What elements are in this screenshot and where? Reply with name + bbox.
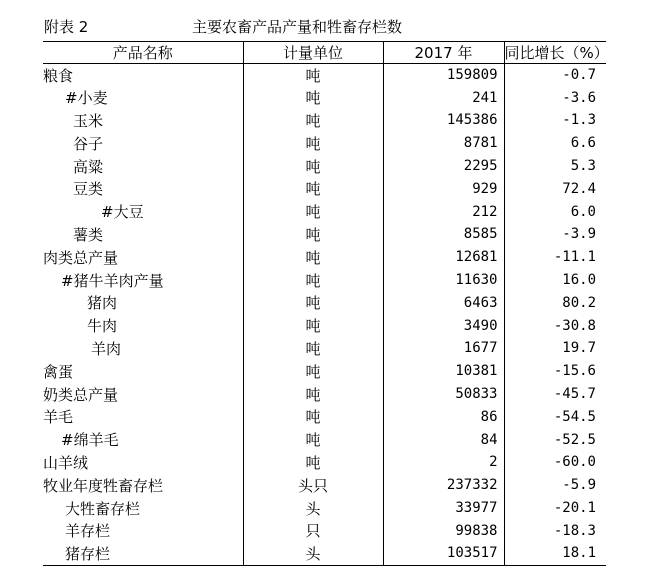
growth-cell: -20.1 bbox=[504, 497, 606, 520]
value-cell: 84 bbox=[383, 428, 504, 451]
growth-cell: -3.9 bbox=[504, 223, 606, 246]
table-row bbox=[43, 64, 606, 87]
unit-cell: 头 bbox=[243, 497, 383, 520]
data-table bbox=[43, 41, 609, 566]
product-name: 薯类 bbox=[73, 225, 104, 244]
product-name: 大牲畜存栏 bbox=[65, 499, 141, 518]
table-title: 主要农畜产品产量和牲畜存栏数 bbox=[192, 18, 403, 36]
column-header-growth: 同比增长（%） bbox=[504, 42, 606, 64]
value-cell: 237332 bbox=[383, 474, 504, 497]
table-row bbox=[43, 497, 606, 520]
product-name: 山羊绒 bbox=[43, 453, 89, 472]
value-cell: 212 bbox=[383, 200, 504, 223]
table-row bbox=[43, 246, 606, 269]
table-row bbox=[43, 337, 606, 360]
growth-cell: -3.6 bbox=[504, 86, 606, 109]
growth-cell: -52.5 bbox=[504, 428, 606, 451]
value-cell: 103517 bbox=[383, 542, 504, 565]
growth-cell: -60.0 bbox=[504, 451, 606, 474]
table-row bbox=[43, 474, 606, 497]
growth-cell: -0.7 bbox=[504, 64, 606, 87]
table-row bbox=[43, 86, 606, 109]
header-row bbox=[43, 42, 606, 64]
unit-cell: 吨 bbox=[243, 109, 383, 132]
unit-cell: 吨 bbox=[243, 155, 383, 178]
table-row bbox=[43, 314, 606, 337]
product-name: 猪存栏 bbox=[43, 542, 243, 565]
growth-cell: 6.6 bbox=[504, 132, 606, 155]
growth-cell: -18.3 bbox=[504, 519, 606, 542]
value-cell: 241 bbox=[383, 86, 504, 109]
column-header-name: 产品名称 bbox=[43, 42, 243, 64]
table-row bbox=[43, 405, 606, 428]
appendix-label: 附表 2 bbox=[44, 18, 89, 36]
table-row bbox=[43, 177, 606, 200]
product-name: 牛肉 bbox=[87, 317, 118, 336]
table-row bbox=[43, 269, 606, 292]
product-name: #绵羊毛 bbox=[61, 431, 119, 450]
product-name: 牧业年度牲畜存栏 bbox=[43, 476, 164, 495]
product-name: #大豆 bbox=[101, 203, 144, 222]
value-cell: 10381 bbox=[383, 360, 504, 383]
unit-cell: 吨 bbox=[243, 291, 383, 314]
value-cell: 8781 bbox=[383, 132, 504, 155]
growth-cell: 6.0 bbox=[504, 200, 606, 223]
product-name: 豆类 bbox=[73, 180, 104, 199]
value-cell: 929 bbox=[383, 177, 504, 200]
table-header bbox=[44, 16, 604, 38]
growth-cell: 18.1 bbox=[504, 542, 606, 565]
growth-cell: -30.8 bbox=[504, 314, 606, 337]
unit-cell: 吨 bbox=[243, 246, 383, 269]
table-row bbox=[43, 519, 606, 542]
table-row bbox=[43, 451, 606, 474]
product-name: #猪牛羊肉产量 bbox=[61, 271, 164, 290]
growth-cell: 80.2 bbox=[504, 291, 606, 314]
unit-cell: 吨 bbox=[243, 223, 383, 246]
unit-cell: 头只 bbox=[243, 474, 383, 497]
unit-cell: 吨 bbox=[243, 337, 383, 360]
product-name: 玉米 bbox=[73, 111, 104, 130]
value-cell: 11630 bbox=[383, 269, 504, 292]
column-header-unit: 计量单位 bbox=[243, 42, 383, 64]
unit-cell: 吨 bbox=[243, 269, 383, 292]
product-name: 猪肉 bbox=[87, 294, 118, 313]
table-row bbox=[43, 132, 606, 155]
product-name: #小麦 bbox=[65, 89, 108, 108]
table-row bbox=[43, 200, 606, 223]
growth-cell: 19.7 bbox=[504, 337, 606, 360]
value-cell: 3490 bbox=[383, 314, 504, 337]
growth-cell: -54.5 bbox=[504, 405, 606, 428]
unit-cell: 吨 bbox=[243, 132, 383, 155]
product-name: 羊存栏 bbox=[65, 522, 111, 541]
growth-cell: -1.3 bbox=[504, 109, 606, 132]
unit-cell: 吨 bbox=[243, 405, 383, 428]
unit-cell: 吨 bbox=[243, 383, 383, 406]
value-cell: 6463 bbox=[383, 291, 504, 314]
growth-cell: -15.6 bbox=[504, 360, 606, 383]
value-cell: 145386 bbox=[383, 109, 504, 132]
unit-cell: 吨 bbox=[243, 86, 383, 109]
column-header-year: 2017 年 bbox=[383, 42, 504, 64]
value-cell: 50833 bbox=[383, 383, 504, 406]
table-row bbox=[43, 360, 606, 383]
value-cell: 86 bbox=[383, 405, 504, 428]
product-name: 羊毛 bbox=[43, 408, 74, 427]
growth-cell: 72.4 bbox=[504, 177, 606, 200]
table-row bbox=[43, 428, 606, 451]
value-cell: 1677 bbox=[383, 337, 504, 360]
value-cell: 33977 bbox=[383, 497, 504, 520]
growth-cell: -11.1 bbox=[504, 246, 606, 269]
product-name: 肉类总产量 bbox=[43, 248, 119, 267]
unit-cell: 吨 bbox=[243, 360, 383, 383]
product-name: 高粱 bbox=[73, 157, 104, 176]
value-cell: 2295 bbox=[383, 155, 504, 178]
value-cell: 12681 bbox=[383, 246, 504, 269]
product-name: 禽蛋 bbox=[43, 362, 74, 381]
product-name: 粮食 bbox=[43, 66, 74, 85]
unit-cell: 吨 bbox=[243, 177, 383, 200]
table-row bbox=[43, 383, 606, 406]
growth-cell: 16.0 bbox=[504, 269, 606, 292]
unit-cell: 吨 bbox=[243, 428, 383, 451]
value-cell: 159809 bbox=[383, 64, 504, 87]
table-row bbox=[43, 542, 606, 565]
unit-cell: 只 bbox=[243, 519, 383, 542]
product-name: 谷子 bbox=[73, 134, 104, 153]
unit-cell: 吨 bbox=[243, 64, 383, 87]
value-cell: 8585 bbox=[383, 223, 504, 246]
product-name: 羊肉 bbox=[91, 339, 122, 358]
unit-cell: 吨 bbox=[243, 314, 383, 337]
unit-cell: 吨 bbox=[243, 200, 383, 223]
table-row bbox=[43, 223, 606, 246]
value-cell: 2 bbox=[383, 451, 504, 474]
growth-cell: -45.7 bbox=[504, 383, 606, 406]
value-cell: 99838 bbox=[383, 519, 504, 542]
table-row bbox=[43, 109, 606, 132]
unit-cell: 吨 bbox=[243, 451, 383, 474]
unit-cell: 头 bbox=[243, 542, 383, 565]
table-row bbox=[43, 155, 606, 178]
growth-cell: 5.3 bbox=[504, 155, 606, 178]
growth-cell: -5.9 bbox=[504, 474, 606, 497]
product-name: 奶类总产量 bbox=[43, 385, 119, 404]
table-row bbox=[43, 291, 606, 314]
